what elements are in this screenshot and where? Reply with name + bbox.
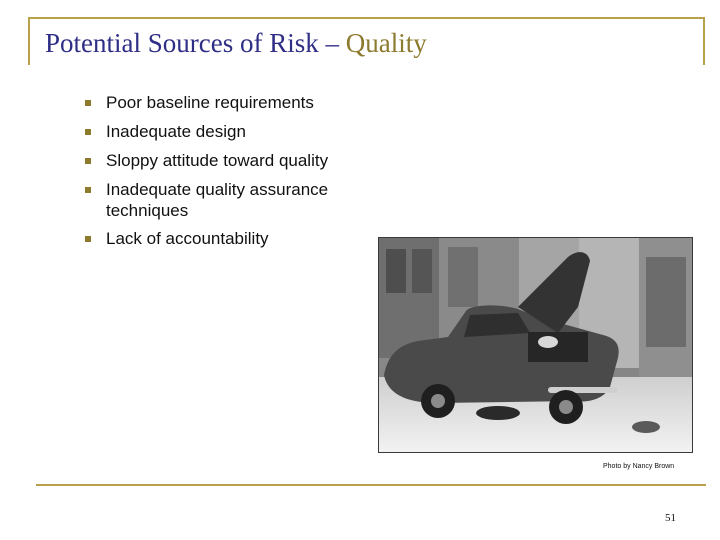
bullet-item [85, 150, 406, 172]
bullet-square-icon [85, 129, 91, 135]
frame-left-line [28, 17, 30, 65]
photo-credit: Photo by Nancy Brown [603, 463, 675, 470]
title-main: Potential Sources of Risk – [45, 28, 346, 58]
bullet-square-icon [85, 236, 91, 242]
bullet-item [85, 121, 406, 143]
frame-bottom-line [36, 484, 706, 486]
bullet-square-icon [85, 187, 91, 193]
bullet-item [85, 179, 406, 221]
bullet-text: Lack of accountability [106, 229, 269, 248]
bullet-text: Inadequate quality assurance techniques [106, 180, 329, 220]
slide-title [45, 28, 427, 59]
car-photo [378, 237, 693, 453]
bullet-item [85, 92, 406, 114]
bullet-text: Poor baseline requirements [106, 93, 314, 112]
bullet-text: Sloppy attitude toward quality [106, 151, 329, 170]
frame-top-line [28, 17, 705, 19]
bullet-item [85, 228, 406, 250]
bullet-square-icon [85, 100, 91, 106]
title-accent: Quality [345, 28, 427, 58]
bullet-text: Inadequate design [106, 122, 246, 141]
frame-right-line [703, 17, 705, 65]
bullet-square-icon [85, 158, 91, 164]
page-number: 51 [665, 512, 676, 524]
bullet-list [85, 92, 406, 257]
